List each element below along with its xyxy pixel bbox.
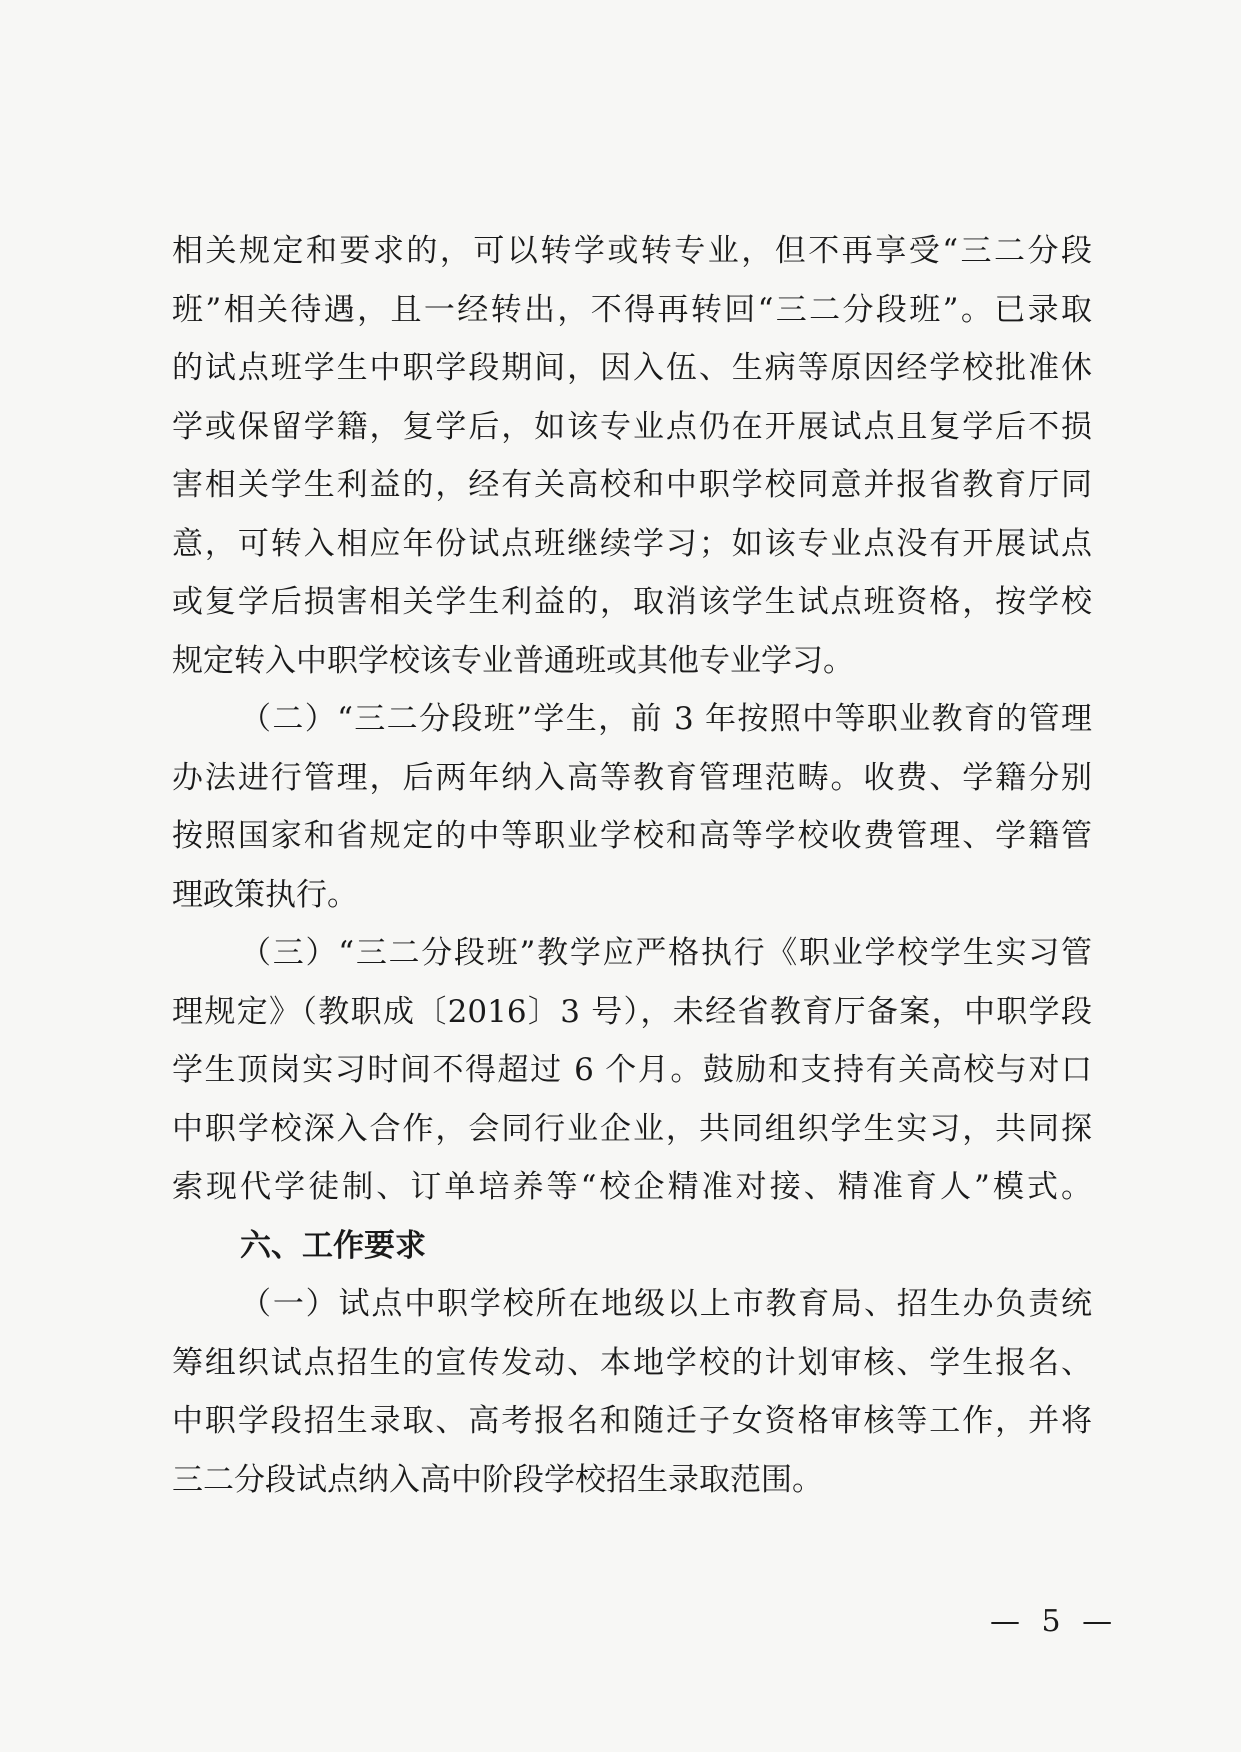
text-line: 筹组织试点招生的宣传发动、本地学校的计划审核、学生报名、 xyxy=(172,1344,1092,1381)
text-line: 三二分段试点纳入高中阶段学校招生录取范围。 xyxy=(172,1461,823,1498)
text-line: 办法进行管理，后两年纳入高等教育管理范畴。收费、学籍分别 xyxy=(172,759,1092,796)
text-line: （三）“三二分段班”教学应严格执行《职业学校学生实习管 xyxy=(240,935,1092,971)
text-line: 中职学段招生录取、高考报名和随迁子女资格审核等工作，并将 xyxy=(172,1403,1092,1439)
page-number: — 5 — xyxy=(990,1604,1119,1639)
text-line: 害相关学生利益的，经有关高校和中职学校同意并报省教育厅同 xyxy=(172,467,1092,503)
text-line: 索现代学徒制、订单培养等“校企精准对接、精准育人”模式。 xyxy=(172,1169,1092,1205)
text-line: 学或保留学籍，复学后，如该专业点仍在开展试点且复学后不损 xyxy=(172,408,1092,445)
text-line: 规定转入中职学校该专业普通班或其他专业学习。 xyxy=(172,642,854,679)
text-line: 理规定》（教职成〔2016〕3 号），未经省教育厅备案，中职学段 xyxy=(172,993,1092,1030)
text-line: 中职学校深入合作，会同行业企业，共同组织学生实习，共同探 xyxy=(172,1110,1092,1147)
text-line: 学生顶岗实习时间不得超过 6 个月。鼓励和支持有关高校与对口 xyxy=(172,1052,1092,1088)
text-line: 意，可转入相应年份试点班继续学习；如该专业点没有开展试点 xyxy=(172,525,1092,562)
text-line: （一）试点中职学校所在地级以上市教育局、招生办负责统 xyxy=(240,1286,1092,1322)
body-text xyxy=(172,222,1092,1509)
text-line: 理政策执行。 xyxy=(172,876,358,913)
text-line: 的试点班学生中职学段期间，因入伍、生病等原因经学校批准休 xyxy=(172,350,1092,386)
text-line: （二）“三二分段班”学生，前 3 年按照中等职业教育的管理 xyxy=(240,701,1092,737)
section-heading: 六、工作要求 xyxy=(240,1227,426,1264)
text-line: 按照国家和省规定的中等职业学校和高等学校收费管理、学籍管 xyxy=(172,818,1092,854)
text-line: 班”相关待遇，且一经转出，不得再转回“三二分段班”。已录取 xyxy=(172,291,1092,328)
text-line: 或复学后损害相关学生利益的，取消该学生试点班资格，按学校 xyxy=(172,584,1092,620)
text-line: 相关规定和要求的，可以转学或转专业，但不再享受“三二分段 xyxy=(172,233,1092,269)
